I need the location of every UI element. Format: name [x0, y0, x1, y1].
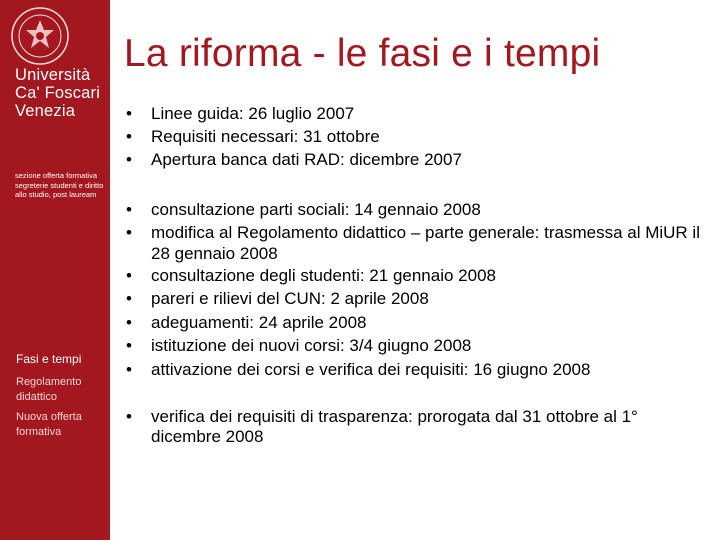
section-label: sezione offerta formativa segreterie studenti e diritto allo studio, post lauream: [15, 171, 104, 199]
bullet-icon: •: [126, 222, 132, 242]
list-item: • Linee guida: 26 luglio 2007: [126, 104, 355, 123]
list-item: • modifica al Regolamento didattico – parte generale: trasmessa al MiUR il 28 gennaio 2008: [126, 222, 700, 263]
list-item: • adeguamenti: 24 aprile 2008: [126, 311, 706, 335]
list-item: • attivazione dei corsi e verifica dei requisiti: 16 giugno 2008: [126, 358, 706, 382]
bullet-icon: •: [126, 289, 132, 308]
list-item: • Requisiti necessari: 31 ottobre: [126, 127, 380, 146]
university-logo-text: [15, 66, 100, 120]
bullet-group-2: [126, 198, 706, 381]
bullet-icon: •: [126, 407, 132, 426]
list-item: • Apertura banca dati RAD: dicembre 2007: [126, 150, 462, 169]
slide-title: La riforma - le fasi e i tempi: [124, 32, 601, 75]
list-item: • consultazione degli studenti: 21 gennaio 2008: [126, 264, 706, 288]
list-item: • istituzione dei nuovi corsi: 3/4 giugno 2008: [126, 334, 706, 358]
bullet-icon: •: [126, 312, 132, 332]
sidebar-item-fasi-e-tempi[interactable]: Fasi e tempi: [16, 352, 82, 366]
bullet-icon: •: [126, 265, 132, 285]
bullet-icon: •: [126, 336, 132, 355]
bullet-icon: •: [126, 200, 132, 219]
logo-line-2: Ca' Foscari: [15, 84, 101, 102]
bullet-icon: •: [126, 150, 132, 169]
list-item: • pareri e rilievi del CUN: 2 aprile 2008: [126, 287, 706, 311]
logo-line-1: Università: [15, 66, 91, 84]
bullet-icon: •: [126, 104, 132, 123]
sidebar-item-nuova-offerta-formativa[interactable]: Nuova offerta formativa: [16, 411, 82, 438]
bullet-group-1: [126, 102, 706, 171]
logo-line-3: Venezia: [15, 102, 76, 120]
bullet-group-3: [126, 407, 706, 447]
sidebar: [0, 0, 110, 540]
sidebar-item-regolamento-didattico[interactable]: Regolamento didattico: [16, 376, 82, 403]
bullet-icon: •: [126, 127, 132, 146]
university-seal-icon: [10, 6, 70, 66]
bullet-icon: •: [126, 359, 132, 379]
list-item: • consultazione parti sociali: 14 gennaio 2008: [126, 198, 706, 222]
list-item: • verifica dei requisiti di trasparenza: prorogata dal 31 ottobre al 1° dicembre 2008: [126, 407, 638, 446]
